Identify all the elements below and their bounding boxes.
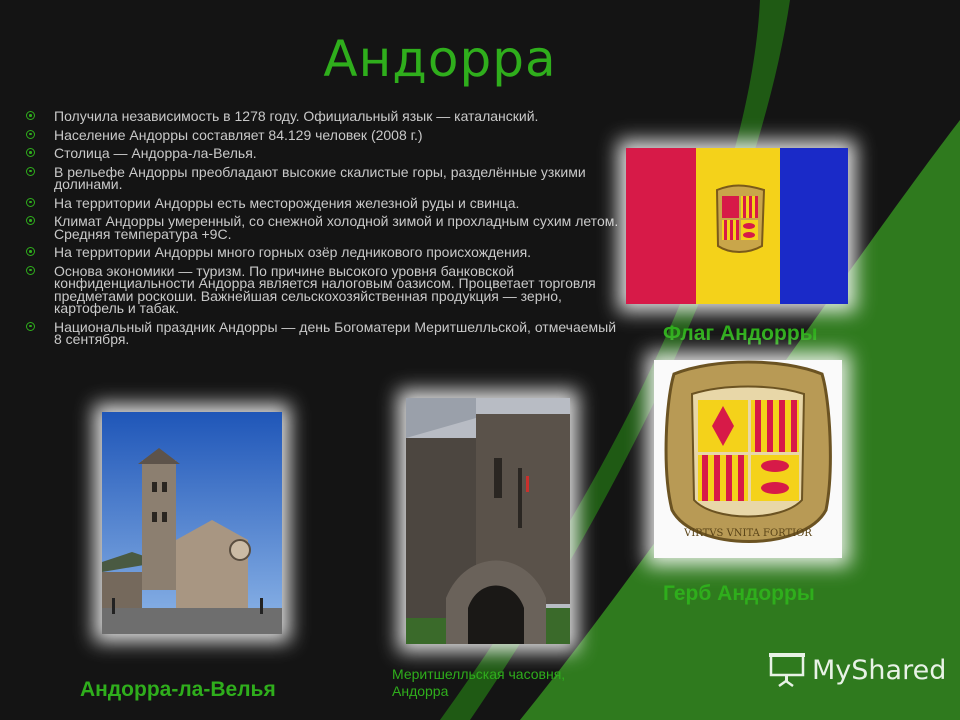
andorra-flag-image bbox=[626, 148, 848, 304]
city-caption: Андорра-ла-Велья bbox=[80, 678, 276, 701]
coat-of-arms bbox=[654, 360, 842, 558]
logo-text: MyShared bbox=[812, 654, 947, 686]
bullet-item: Население Андорры составляет 84.129 человек (2008 г.) bbox=[26, 129, 620, 142]
bullet-item: Основа экономики — туризм. По причине высокого уровня банковской конфиденциальности Андорра является налоговым оазисом. Процветает торговля предметами роскоши. Важнейшая сельскохозяйственная продукция — зерно, картофель и табак. bbox=[26, 265, 620, 315]
bullet-item: На территории Андорры много горных озёр ледникового происхождения. bbox=[26, 246, 620, 259]
bullet-item: Национальный праздник Андорры — день Богоматери Меритшелльской, отмечаемый 8 сентября. bbox=[26, 321, 620, 346]
presentation-board-icon bbox=[768, 652, 806, 688]
flag-caption: Флаг Андорры bbox=[663, 322, 818, 345]
bullet-icon bbox=[26, 216, 35, 225]
bullet-item: Получила независимость в 1278 году. Официальный язык — каталанский. bbox=[26, 110, 620, 123]
andorra-la-vella-photo bbox=[102, 412, 282, 634]
bullet-icon bbox=[26, 130, 35, 139]
chapel-photo bbox=[406, 398, 570, 644]
bullet-item: В рельефе Андорры преобладают высокие скалистые горы, разделённые узкими долинами. bbox=[26, 166, 620, 191]
bullet-item: Столица — Андорра-ла-Велья. bbox=[26, 147, 620, 160]
bullet-item: На территории Андорры есть месторождения железной руды и свинца. bbox=[26, 197, 620, 210]
bullet-item: Климат Андорры умеренный, со снежной холодной зимой и прохладным сухим летом. Средняя температура +9С. bbox=[26, 215, 620, 240]
meritxell-chapel-photo bbox=[406, 398, 570, 644]
bullet-icon bbox=[26, 198, 35, 207]
coat-motto: VIRTVS VNITA FORTIOR bbox=[684, 528, 812, 539]
coat-caption: Герб Андорры bbox=[663, 582, 815, 605]
coat-of-arms-image bbox=[654, 360, 842, 558]
myshared-logo bbox=[768, 652, 946, 688]
andorra-flag bbox=[626, 148, 848, 304]
city-photo bbox=[102, 412, 282, 634]
slide-title: Андорра bbox=[323, 30, 557, 88]
bullet-icon bbox=[26, 322, 35, 331]
bullet-icon bbox=[26, 167, 35, 176]
bullet-icon bbox=[26, 111, 35, 120]
chapel-caption: Меритшелльская часовня, Андорра bbox=[392, 666, 566, 699]
flag-emblem bbox=[717, 186, 764, 253]
bullet-icon bbox=[26, 247, 35, 256]
bullet-icon bbox=[26, 266, 35, 275]
bullet-icon bbox=[26, 148, 35, 157]
bullet-list bbox=[26, 110, 620, 352]
